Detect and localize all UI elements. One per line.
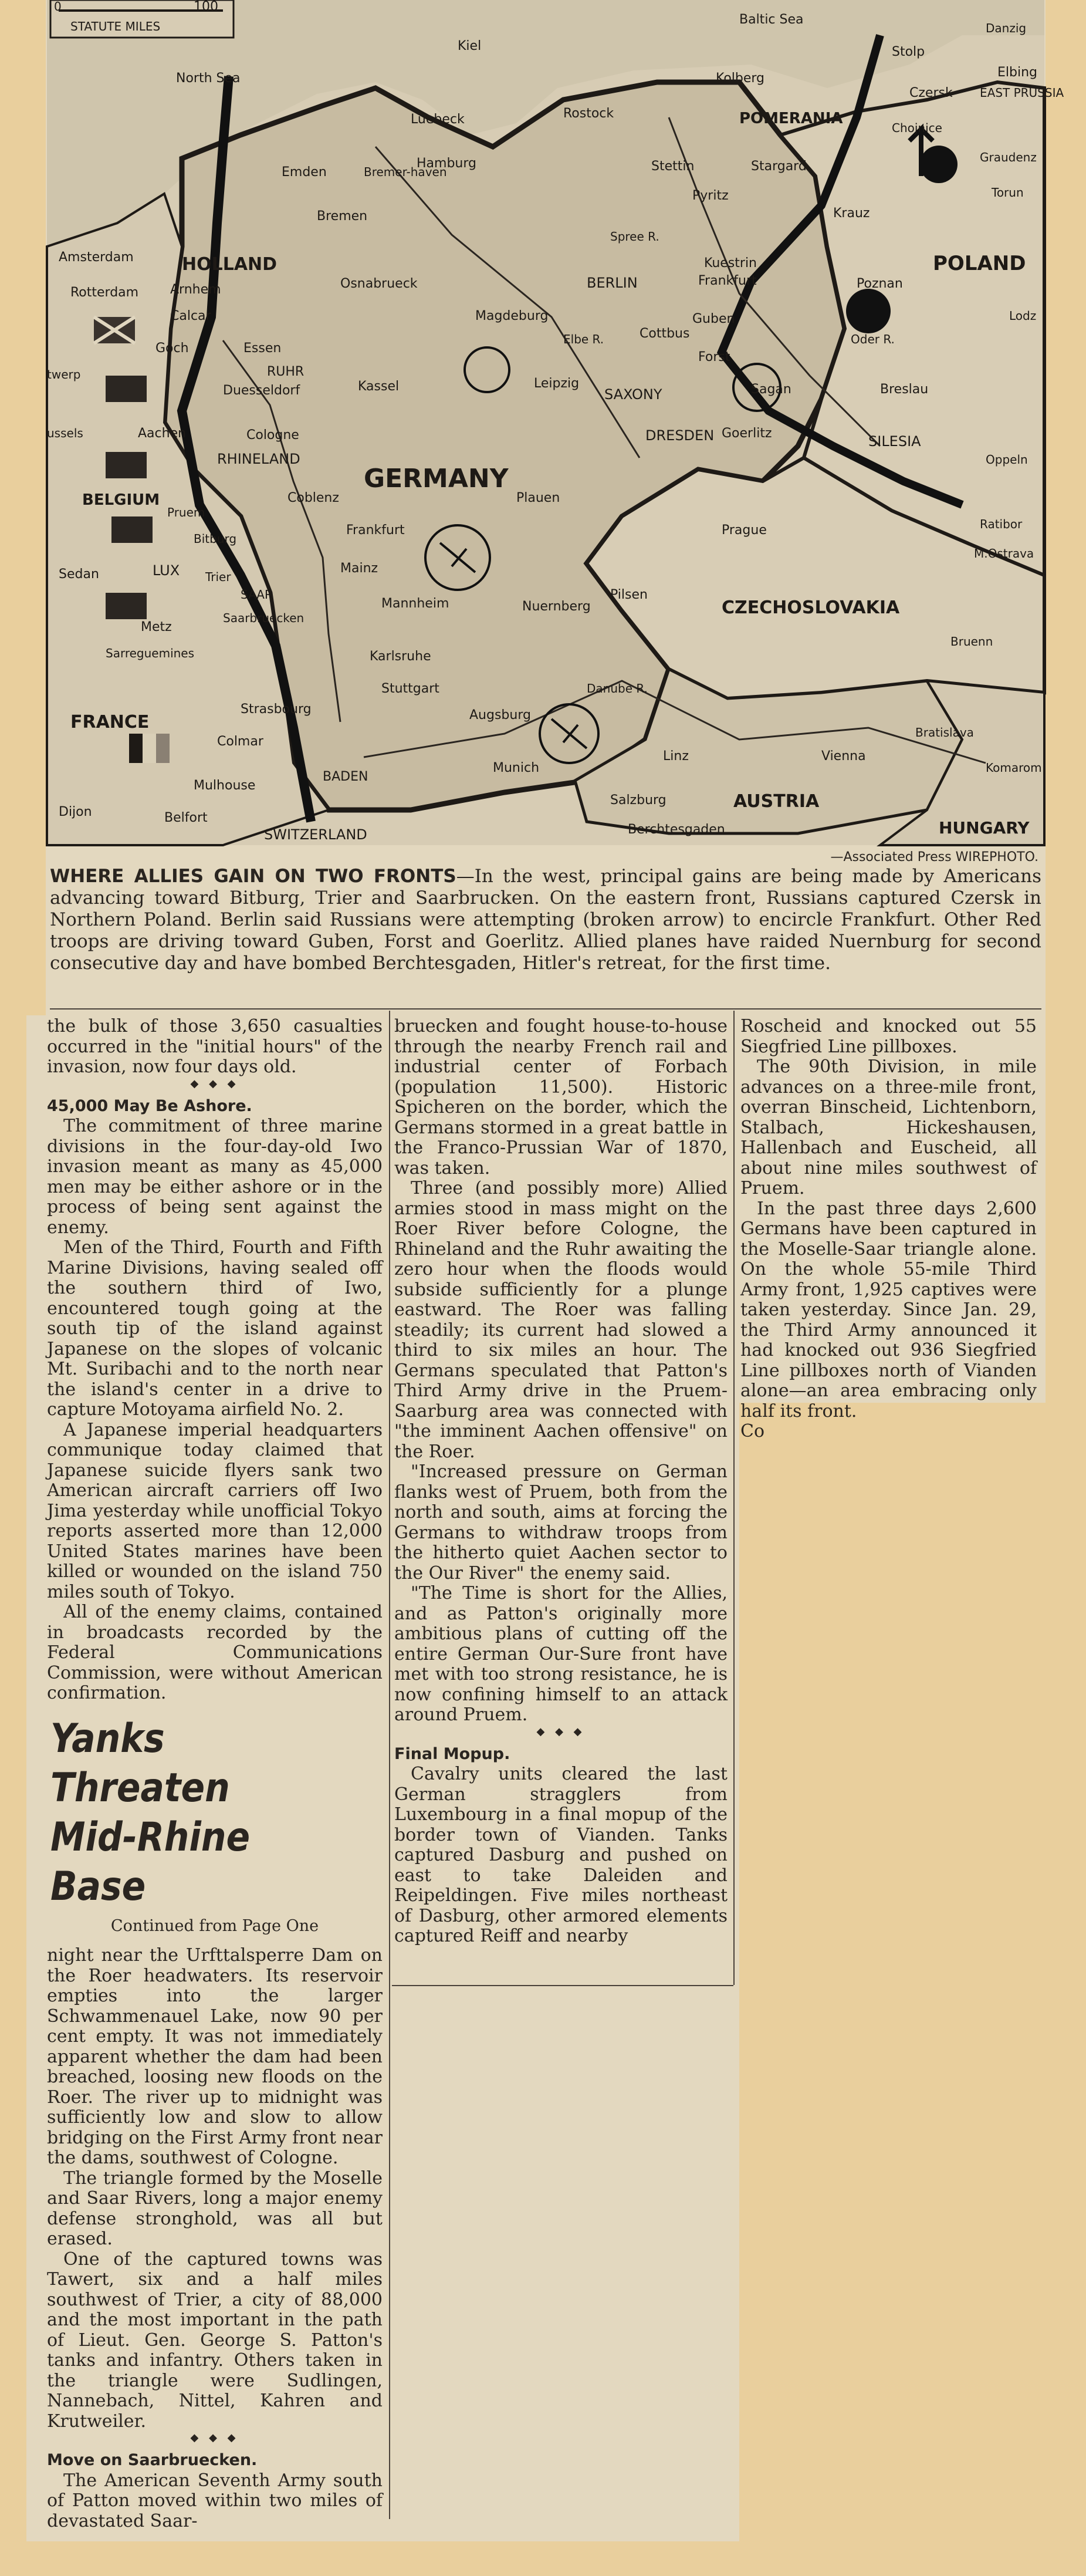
wirephoto-map — [47, 0, 1064, 845]
map-label-stuttgart: Stuttgart — [381, 681, 439, 696]
map-label-colmar: Colmar — [217, 734, 263, 749]
col3-paragraph-3: Co — [740, 1421, 765, 1441]
map-label-sagan: Sagan — [751, 382, 791, 397]
story2-paragraph-1: night near the Urfttalsperre Dam on the Roer headwaters. Its reservoir empties into the larger Schwammenauel Lake, now 90 per cent empty. It was not immediately apparent whether the dam had been breached, loosing new floods on the Roer. The river up to midnight was sufficiently low and slow to allow bridging on the First Army front near the dams, southwest of Cologne. — [47, 1945, 383, 2168]
map-label-poznan: Poznan — [857, 276, 903, 291]
map-label-rostock: Rostock — [563, 106, 614, 121]
map-label-strasbourg: Strasbourg — [241, 702, 312, 717]
col1-paragraph-2: Men of the Third, Fourth and Fifth Marine Divisions, having sealed off the southern third of Iwo, encountered tough going at the south tip of the island against Japanese on the slopes of volcanic Mt. Suribachi and to the north near the island's center in a drive to capture Motoyama airfield No. 2. — [47, 1237, 383, 1420]
map-label-goch: Goch — [155, 341, 189, 356]
map-label-emden: Emden — [282, 165, 327, 180]
scale-zero: 0 — [54, 0, 62, 13]
map-label-berchtesgaden: Berchtesgaden — [628, 822, 725, 837]
col1-paragraph-1: The commitment of three marine divisions in the four-day-old Iwo invasion meant as many as 45,000 men may be either ashore or in the process of being sent against the enemy. — [47, 1116, 383, 1238]
map-label-trier: Trier — [205, 570, 231, 584]
map-label-karlsruhe: Karlsruhe — [370, 649, 431, 664]
separator-dots: ◆ ◆ ◆ — [190, 2432, 239, 2444]
map-label-pyritz: Pyritz — [692, 188, 729, 203]
map-label-lux: LUX — [153, 562, 180, 579]
map-label-czersk: Czersk — [909, 86, 953, 100]
col1-paragraph-0: the bulk of those 3,650 casualties occurred in the "initial hours" of the invasion, now four days old. — [47, 1016, 383, 1077]
story2-paragraph-4: The American Seventh Army south of Patton moved within two miles of devastated Saar- — [47, 2470, 383, 2531]
map-label-leipzig: Leipzig — [534, 376, 580, 391]
scale-value: 100 — [194, 0, 218, 14]
map-label-bitburg: Bitburg — [194, 532, 237, 546]
subhead-saarbruecken: Move on Saarbruecken. — [47, 2451, 258, 2469]
map-label-kuestrin: Kuestrin — [704, 256, 757, 271]
map-label-essen: Essen — [243, 341, 282, 356]
story2-paragraph-3: One of the captured towns was Tawert, six and a half miles southwest of Trier, a city of 88,000 and the most important in the path of Lieut. Gen. George S. Patton's tanks and infantry. Others taken in the triangle were Sudlingen, Nannebach, Nittel, Kahren and Krutweiler. — [47, 2248, 383, 2432]
map-label-duesseldorf: Duesseldorf — [223, 383, 300, 398]
scale-label: STATUTE MILES — [70, 19, 161, 33]
separator-dots: ◆ ◆ ◆ — [536, 1725, 586, 1738]
map-label-sarreguemines: Sarreguemines — [106, 646, 195, 660]
headline-line-1: Yanks Threaten — [50, 1715, 230, 1811]
map-label-torun: Torun — [992, 185, 1024, 200]
col1-paragraph-3: A Japanese imperial headquarters communique today claimed that Japanese suicide flyers sank two American aircraft carriers off Iwo Jima yesterday while unofficial Tokyo reports asserted more than 12,000 United States marines have been killed or wounded on the island 750 miles south of Tokyo. — [47, 1419, 383, 1602]
map-label-bremen: Bremen — [317, 209, 368, 224]
map-label-nuernberg: Nuernberg — [522, 599, 591, 614]
map-label-guben: Guben — [692, 312, 735, 326]
map-label-spree-r: Spree R. — [610, 229, 659, 244]
col2-paragraph-1: Three (and possibly more) Allied armies stood in mass might on the Roer River before Cologne, the Rhineland and the Ruhr awaiting the zero hour when the floods would subside sufficiently for a plunge eastward. The Roer was falling steadily; its current had slowed a third to six miles an hour. The Germans speculated that Patton's Third Army drive in the Pruem-Saarburg area was connected with "the imminent Aachen offensive" on the Roer. — [394, 1178, 728, 1462]
map-label-north-sea: North Sea — [176, 71, 241, 86]
map-label-antwerp: twerp — [47, 367, 81, 381]
map-label-berlin: BERLIN — [587, 275, 638, 291]
map-label-baltic-sea: Baltic Sea — [739, 12, 804, 27]
map-label-mainz: Mainz — [340, 561, 378, 576]
map-label-coblenz: Coblenz — [287, 491, 339, 505]
map-label-germany: GERMANY — [364, 464, 509, 494]
map-label-magdeburg: Magdeburg — [475, 309, 549, 323]
map-label-lodz: Lodz — [1009, 309, 1037, 323]
map-label-oppeln: Oppeln — [986, 453, 1028, 467]
map-label-holland: HOLLAND — [182, 254, 278, 275]
map-label-austria: AUSTRIA — [733, 791, 820, 812]
map-label-komarom: Komarom — [986, 761, 1042, 775]
map-label-pruem: Pruem — [167, 505, 205, 519]
col3-paragraph-2: In the past three days 2,600 Germans have been captured in the Moselle-Saar triangle alone. On the whole 55-mile Third Army front, 1,925 captives were taken yesterday. Since Jan. 29, the Third Army announced it had knocked out 936 Siegfried Line pillboxes north of Vianden alone—an area embracing only half its front. — [740, 1198, 1037, 1422]
map-label-danube-r: Danube R. — [587, 681, 648, 696]
map-label-pomerania: POMERANIA — [739, 110, 843, 127]
map-label-dijon: Dijon — [59, 805, 92, 819]
map-label-ruhr: RUHR — [267, 364, 305, 379]
map-label-plauen: Plauen — [516, 491, 560, 505]
column-end-rule — [392, 1985, 733, 1986]
map-label-amsterdam: Amsterdam — [59, 250, 134, 265]
map-label-forst: Forst — [698, 350, 730, 364]
map-label-kolberg: Kolberg — [716, 71, 765, 86]
map-label-saarbruecken: Saarbruecken — [223, 611, 305, 625]
photo-credit: —Associated Press WIREPHOTO. — [830, 850, 1038, 865]
continued-line: Continued from Page One — [110, 1916, 319, 1935]
map-label-prague: Prague — [722, 523, 767, 538]
map-caption — [50, 866, 1041, 974]
map-label-mulhouse: Mulhouse — [194, 778, 256, 793]
map-label-saar: SAAR — [241, 588, 273, 602]
map-label-hungary: HUNGARY — [939, 818, 1030, 838]
map-label-cologne: Cologne — [246, 428, 299, 443]
map-label-stolp: Stolp — [892, 45, 925, 59]
column-2 — [394, 1017, 728, 1947]
french-flag-icon — [129, 734, 170, 763]
subhead-45000: 45,000 May Be Ashore. — [47, 1096, 252, 1115]
map-label-cottbus: Cottbus — [640, 326, 690, 341]
col2-paragraph-0: bruecken and fought house-to-house through the nearby French rail and industrial center of Forbach (population 11,500). Historic Spicheren on the border, which the Germans stormed in a great battle in the Franco-Prussian War of 1870, was taken. — [394, 1016, 728, 1179]
map-label-osnabrueck: Osnabrueck — [340, 276, 418, 291]
map-label-arnhem: Arnhem — [170, 282, 221, 297]
map-label-hamburg: Hamburg — [417, 156, 476, 171]
map-label-bremerhaven: Bremer-haven — [364, 165, 447, 179]
map-label-brussels: ussels — [47, 426, 83, 440]
map-label-mannheim: Mannheim — [381, 596, 449, 611]
map-label-salzburg: Salzburg — [610, 793, 667, 808]
map-label-kiel: Kiel — [458, 39, 482, 53]
map-label-munich: Munich — [493, 761, 540, 775]
map-label-breslau: Breslau — [880, 382, 929, 397]
col2-paragraph-4: Cavalry units cleared the last German stragglers from Luxembourg in a final mopup of the border town of Vianden. Tanks captured Dasburg and pushed on east to take Daleiden and Reipeldingen. Five miles northeast of Dasburg, other armored elements captured Reiff and nearby — [394, 1764, 728, 1946]
map-label-aachen: Aachen — [138, 426, 187, 441]
map-label-bratislava: Bratislava — [915, 725, 974, 740]
map-label-baden: BADEN — [323, 769, 368, 784]
map-label-frankfurt-oder: Frankfurt — [698, 274, 757, 288]
caption-rule — [50, 1008, 1041, 1010]
map-label-stettin: Stettin — [651, 159, 695, 174]
map-label-chojnice: Chojnice — [892, 121, 942, 135]
caption-lead: WHERE ALLIES GAIN ON TWO FRONTS — [50, 866, 456, 887]
column-1 — [47, 1017, 383, 2531]
headline — [50, 1714, 343, 1912]
map-label-metz: Metz — [141, 620, 172, 634]
map-label-elbing: Elbing — [997, 65, 1037, 80]
map-label-east-prussia: EAST PRUSSIA — [980, 86, 1064, 100]
map-label-rhineland: RHINELAND — [217, 451, 300, 467]
map-label-vienna: Vienna — [821, 749, 866, 764]
uk-flag-icon — [94, 317, 135, 343]
map-label-sedan: Sedan — [59, 567, 99, 582]
map-label-pilsen: Pilsen — [610, 588, 648, 602]
map-label-calcar: Calcar — [170, 309, 211, 323]
map-label-danzig: Danzig — [986, 21, 1027, 35]
map-label-czechoslovakia: CZECHOSLOVAKIA — [722, 597, 900, 618]
map-label-silesia: SILESIA — [868, 433, 921, 450]
map-label-lubeck: Luebeck — [411, 112, 465, 127]
map-label-elbe-r: Elbe R. — [563, 332, 604, 346]
story2-paragraph-2: The triangle formed by the Moselle and Saar Rivers, long a major enemy defense stronghold, was all but erased. — [47, 2168, 383, 2249]
column-3 — [740, 1017, 1037, 1442]
map-label-france: FRANCE — [70, 712, 150, 732]
map-label-saxony: SAXONY — [604, 386, 662, 403]
map-label-dresden: DRESDEN — [645, 427, 715, 444]
map-label-ratibor: Ratibor — [980, 517, 1023, 531]
map-label-oder-r: Oder R. — [851, 332, 895, 346]
col3-paragraph-1: The 90th Division, in mile advances on a three-mile front, overran Binscheid, Lichtenborn, Stalbach, Hickeshausen, Hallenbach and Euscheid, all about nine miles southwest of Pruem. — [740, 1056, 1037, 1198]
map-label-graudenz: Graudenz — [980, 150, 1037, 164]
separator-dots: ◆ ◆ ◆ — [190, 1077, 239, 1090]
column-rule-1 — [389, 1011, 390, 2519]
map-label-belfort: Belfort — [164, 811, 208, 825]
map-label-frankfurt-main: Frankfurt — [346, 523, 405, 538]
col3-paragraph-0: Roscheid and knocked out 55 Siegfried Line pillboxes. — [740, 1016, 1037, 1057]
map-label-goerlitz: Goerlitz — [722, 426, 772, 441]
map-label-switzerland: SWITZERLAND — [264, 826, 367, 843]
caption-body: —In the west, principal gains are being made by Americans advancing toward Bitburg, Trier and Saarbrucken. On the eastern front, Russians captured Czersk in Northern Poland. Berlin said Russians were attempting (broken arrow) to encircle Frankfurt. Other Red troops are driving toward Guben, Forst and Goerlitz. Allied planes have raided Nuernburg for second consecutive day and have bombed Berchtesgaden, Hitler's retreat, for the first time. — [50, 866, 1041, 974]
col2-paragraph-3: "The Time is short for the Allies, and as Patton's originally more ambitious plans of cutting off the entire German Our-Sure front have met with too strong resistance, he is now confining himself to an attack around Pruem. — [394, 1583, 728, 1725]
map-label-krauz: Krauz — [833, 206, 870, 221]
map-svg — [47, 0, 1064, 845]
col1-paragraph-4: All of the enemy claims, contained in broadcasts recorded by the Federal Communications Commission, were without American confirmation. — [47, 1602, 383, 1703]
map-label-kassel: Kassel — [358, 379, 400, 394]
subhead-final-mopup: Final Mopup. — [394, 1744, 510, 1763]
map-label-augsburg: Augsburg — [469, 708, 531, 723]
headline-line-2: Mid-Rhine Base — [50, 1814, 251, 1910]
column-rule-2 — [733, 1011, 735, 1985]
map-label-poland: POLAND — [933, 252, 1026, 275]
map-label-linz: Linz — [663, 749, 689, 764]
col2-paragraph-2: "Increased pressure on German flanks west of Pruem, both from the north and south, aims at forcing the Germans to withdraw troops from the hitherto quiet Aachen sector to the Our River" the enemy said. — [394, 1461, 728, 1584]
map-label-bruenn: Bruenn — [950, 634, 993, 649]
map-label-m-ostrava: M.Ostrava — [974, 546, 1034, 561]
map-label-belgium: BELGIUM — [82, 491, 160, 509]
map-label-rotterdam: Rotterdam — [70, 285, 139, 300]
map-label-stargard: Stargard — [751, 159, 807, 174]
